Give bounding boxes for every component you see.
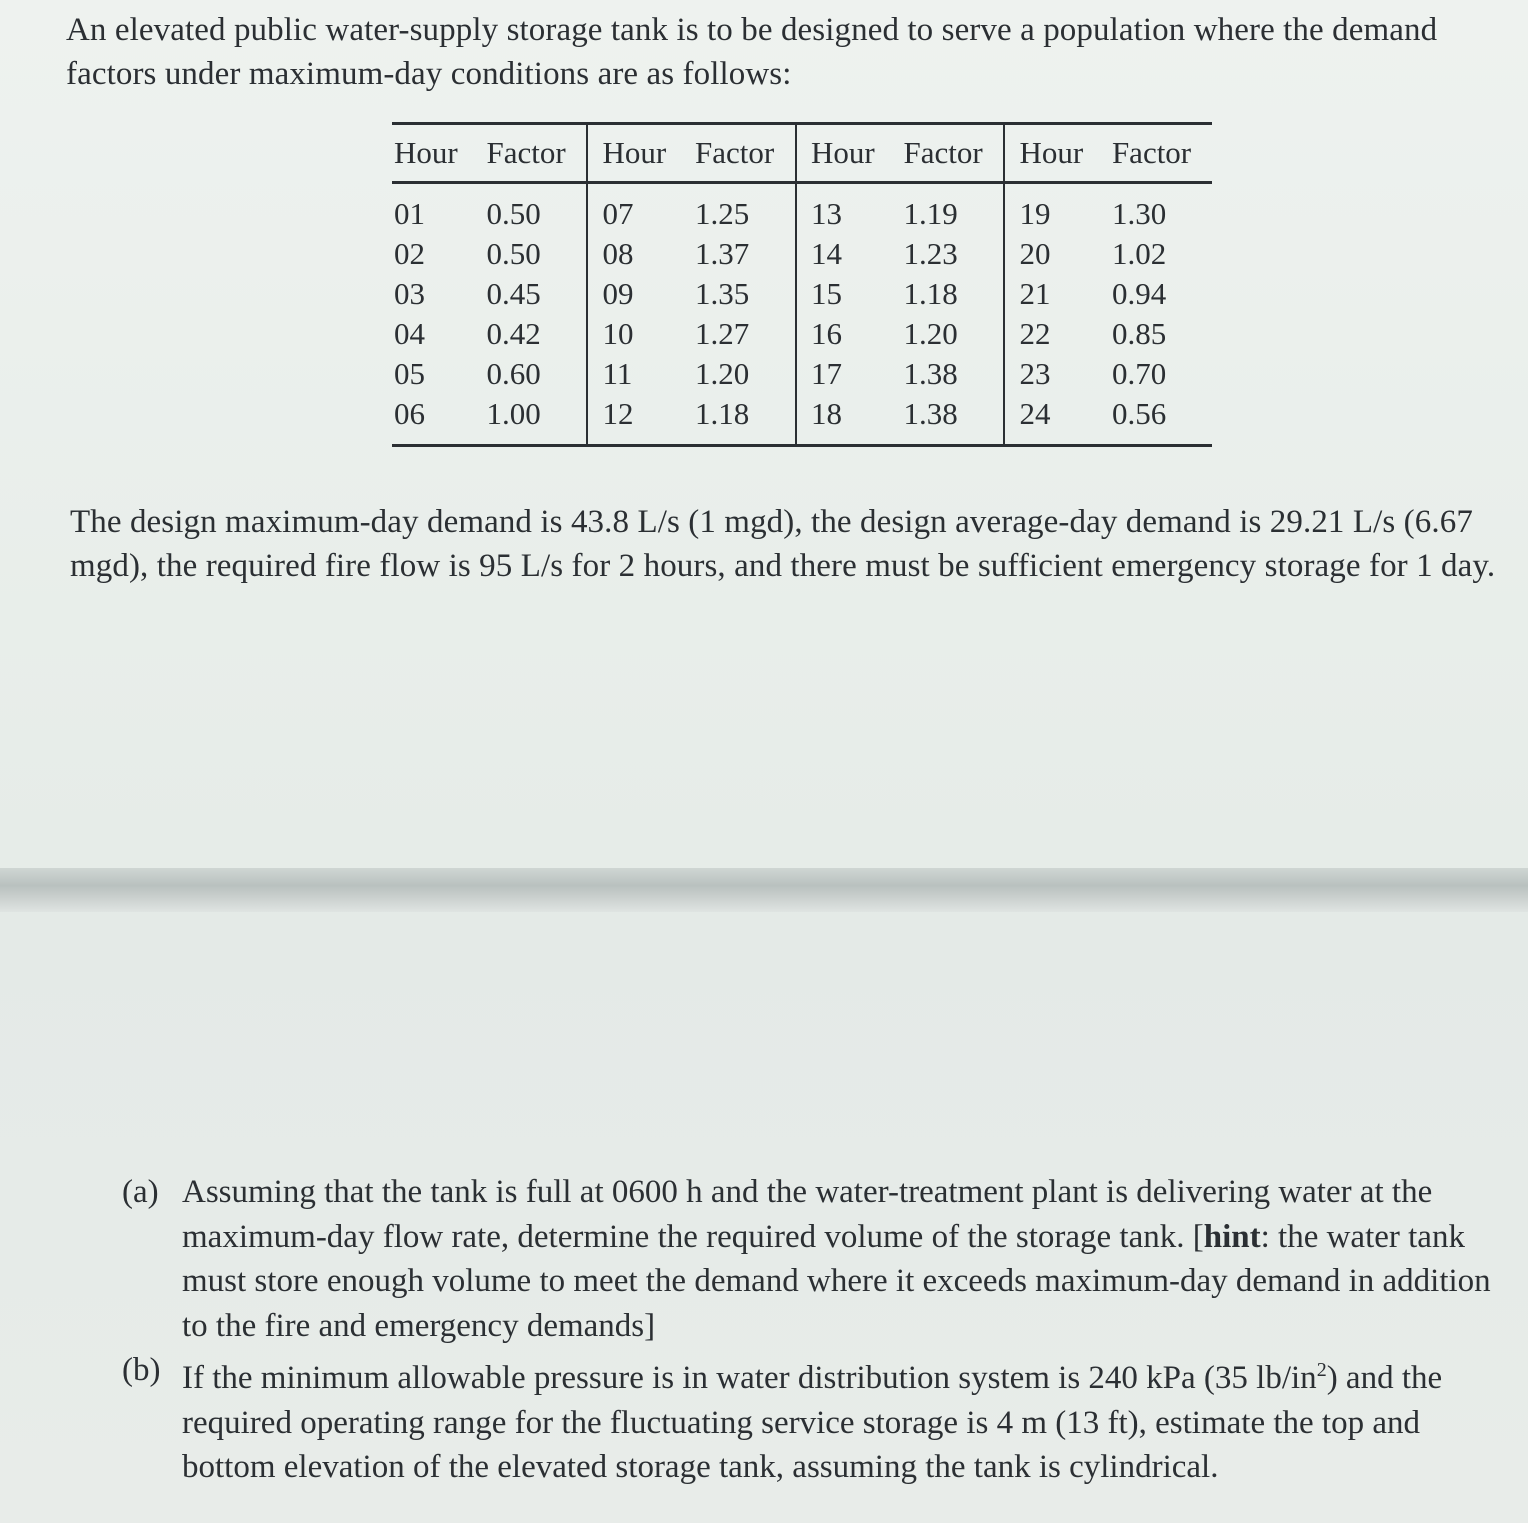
- hour-cell: 19: [1004, 183, 1111, 235]
- question-b: [122, 1348, 1502, 1490]
- factor-cell: 0.56: [1112, 394, 1212, 446]
- hour-cell: 03: [394, 276, 425, 311]
- factor-cell: 1.37: [694, 236, 750, 271]
- table-row: [392, 314, 1212, 354]
- hour-cell: 12: [587, 394, 694, 446]
- factor-cell: 0.85: [1111, 316, 1167, 351]
- hour-cell: 14: [796, 234, 903, 274]
- factor-cell: 1.20: [903, 316, 958, 351]
- factor-cell: 1.00: [486, 394, 587, 446]
- hour-cell: 04: [394, 316, 425, 351]
- factor-cell: 1.18: [903, 276, 958, 311]
- factor-cell: 1.27: [694, 316, 750, 351]
- factor-cell: 0.50: [486, 236, 541, 271]
- hour-cell: 09: [587, 274, 694, 314]
- factor-cell: 1.18: [695, 394, 796, 446]
- factor-cell: 0.42: [486, 316, 541, 351]
- hour-cell: 24: [1004, 394, 1111, 446]
- table-row: [392, 183, 1212, 235]
- hour-cell: 18: [796, 394, 903, 446]
- question-a-text: Assuming that the tank is full at 0600 h and the water-treatment plant is delivering water at the maximum-day flow rate, determine the required volume of the storage tank. [: [182, 1174, 1433, 1255]
- intro-paragraph: An elevated public water-supply storage tank is to be designed to serve a population where the demand factors under maximum-day conditions are as follows:: [66, 12, 1438, 92]
- factor-cell: 1.35: [694, 276, 750, 311]
- questions-list: [122, 1170, 1502, 1490]
- panel-divider: [0, 868, 1528, 912]
- header-factor: Factor: [694, 135, 775, 170]
- question-a-label: (a): [122, 1174, 159, 1210]
- header-factor: Factor: [903, 135, 983, 170]
- question-a: [122, 1170, 1502, 1348]
- given-paragraph: The design maximum-day demand is 43.8 L/s (1 mgd), the design average-day demand is 29.21 L/s (6.67 mgd), the required fire flow is 95 L/s for 2 hours, and there must be sufficient emergency storage for 1 day.: [70, 504, 1496, 584]
- table-row: [392, 274, 1212, 314]
- hour-cell: 17: [796, 354, 903, 394]
- factor-cell: 0.50: [486, 196, 541, 231]
- hour-cell: 13: [796, 183, 903, 235]
- hour-cell: 16: [796, 314, 903, 354]
- table-row: [392, 394, 1212, 446]
- factor-cell: 0.70: [1111, 356, 1167, 391]
- superscript-2: 2: [1316, 1359, 1327, 1381]
- factor-cell: 1.38: [903, 356, 958, 391]
- hour-cell: 22: [1004, 314, 1111, 354]
- question-b-label: (b): [122, 1352, 161, 1388]
- hour-cell: 07: [587, 183, 694, 235]
- factor-cell: 1.23: [903, 236, 958, 271]
- header-hour: Hour: [394, 135, 458, 170]
- factor-cell: 1.20: [694, 356, 750, 391]
- table-row: [392, 234, 1212, 274]
- header-factor: Factor: [486, 135, 566, 170]
- factor-cell: 1.38: [903, 394, 1004, 446]
- hour-cell: 05: [394, 356, 425, 391]
- factor-cell: 0.60: [486, 356, 541, 391]
- question-a-text-end: : the water tank must store enough volume to meet the demand where it exceeds maximum-day demand in addition to the fire and emergency demands]: [182, 1218, 1491, 1344]
- factor-cell: 1.25: [694, 196, 750, 231]
- hour-cell: 02: [394, 236, 425, 271]
- header-hour: Hour: [796, 124, 903, 183]
- demand-factor-table: [392, 122, 1212, 447]
- hint-word: hint: [1203, 1218, 1261, 1255]
- hour-cell: 21: [1004, 274, 1111, 314]
- question-b-text: If the minimum allowable pressure is in water distribution system is 240 kPa (35 lb/in: [182, 1360, 1317, 1396]
- hour-cell: 06: [392, 394, 486, 446]
- hour-cell: 08: [587, 234, 694, 274]
- table-header-row: [392, 124, 1212, 183]
- hour-cell: 20: [1004, 234, 1111, 274]
- question-b-text-end: ) and the required operating range for the fluctuating service storage is 4 m (13 ft), estimate the top and bottom elevation of the elevated storage tank, assuming the tank is cylindrical.: [182, 1360, 1443, 1485]
- hour-cell: 11: [587, 354, 694, 394]
- factor-cell: 0.45: [486, 276, 541, 311]
- table-row: [392, 354, 1212, 394]
- header-factor: Factor: [1111, 135, 1192, 170]
- hour-cell: 23: [1004, 354, 1111, 394]
- factor-cell: 1.30: [1111, 196, 1167, 231]
- hour-cell: 15: [796, 274, 903, 314]
- header-hour: Hour: [587, 124, 694, 183]
- factor-cell: 1.02: [1111, 236, 1167, 271]
- hour-cell: 10: [587, 314, 694, 354]
- factor-cell: 1.19: [903, 196, 958, 231]
- hour-cell: 01: [394, 196, 425, 231]
- factor-cell: 0.94: [1111, 276, 1167, 311]
- header-hour: Hour: [1004, 124, 1111, 183]
